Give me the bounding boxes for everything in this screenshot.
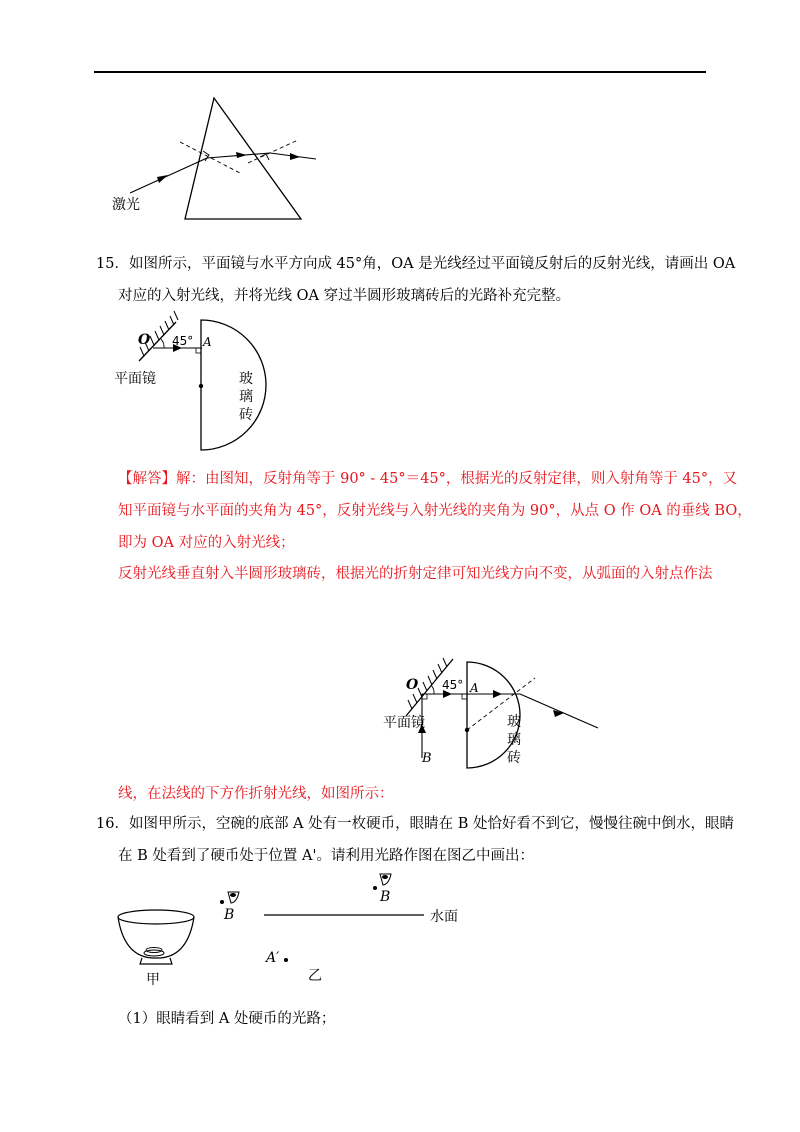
label-glass-2: 璃 [507,732,521,748]
refracted-ray [520,694,598,728]
label-o: O [406,677,419,693]
bowl-body [118,917,194,958]
arrow-icon [157,175,168,183]
label-b-right: B [380,889,391,905]
angle-arc [431,685,434,694]
bowl-foot [140,958,172,964]
label-glass-1: 玻 [239,371,253,387]
laser-label: 激光 [112,197,140,213]
label-mirror: 平面镜 [383,715,425,731]
label-glass-3: 砖 [239,407,253,423]
label-b-left: B [224,907,235,923]
label-angle: 45° [442,678,464,692]
label-o: O [138,332,151,348]
label-angle: 45° [172,334,194,348]
bowl-rim [118,910,194,924]
label-a: A [470,681,479,695]
header-rule [94,71,706,73]
arrow-icon [290,153,300,160]
mirror-glass-figure [112,313,292,453]
q15-line-1: 15．如图所示，平面镜与水平方向成 45°角，OA 是光线经过平面镜反射后的反射光线，请画出 OA [96,256,736,272]
q16-sub-1: （1）眼睛看到 A 处硬币的光路； [118,1011,336,1027]
right-angle-mark [462,694,467,699]
label-b: B [422,751,432,766]
answer-figure [382,656,612,776]
coin [144,950,164,956]
answer-line-3: 即为 OA 对应的入射光线； [118,535,295,551]
answer-line-5: 线，在法线的下方作折射光线，如图所示： [118,786,394,802]
eye-icon [382,875,388,879]
prism-figure [110,95,340,225]
label-a: A [203,335,212,349]
label-glass-2: 璃 [239,389,253,405]
label-mirror: 平面镜 [114,371,156,387]
point-a-prime [284,958,288,962]
prism-triangle [185,98,301,219]
answer-line-4: 反射光线垂直射入半圆形玻璃砖，根据光的折射定律可知光线方向不变，从弧面的入射点作法 [118,566,713,582]
label-yi: 乙 [308,968,322,984]
arrow-icon [236,152,247,158]
bowl-water-figure [112,876,472,996]
point-b-left [220,900,224,904]
answer-line-2: 知平面镜与水平面的夹角为 45°，反射光线与入射光线的夹角为 90°，从点 O 作 OA 的垂线 BO， [118,503,752,519]
label-glass-3: 砖 [507,750,521,766]
q15-line-2: 对应的入射光线，并将光线 OA 穿过半圆形玻璃砖后的光路补充完整。 [118,288,571,304]
q16-line-1: 16．如图甲所示，空碗的底部 A 处有一枚硬币，眼睛在 B 处恰好看不到它，慢慢往碗中倒水，眼睛 [96,816,735,832]
angle-arc [161,339,164,348]
answer-line-1: 【解答】解：由图知，反射角等于 90° - 45°＝45°，根据光的反射定律，则入射角等于 45°，又 [118,471,738,487]
label-water: 水面 [430,909,458,925]
label-jia: 甲 [146,972,160,988]
point-b-right [373,886,377,890]
right-angle-mark [196,348,201,353]
eye-icon [230,893,236,897]
q16-line-2: 在 B 处看到了硬币处于位置 A'。请利用光路作图在图乙中画出： [118,848,534,864]
label-glass-1: 玻 [507,714,521,730]
label-a-prime: A′ [266,950,280,966]
arrow-icon [493,690,502,698]
center-dot [199,384,203,388]
